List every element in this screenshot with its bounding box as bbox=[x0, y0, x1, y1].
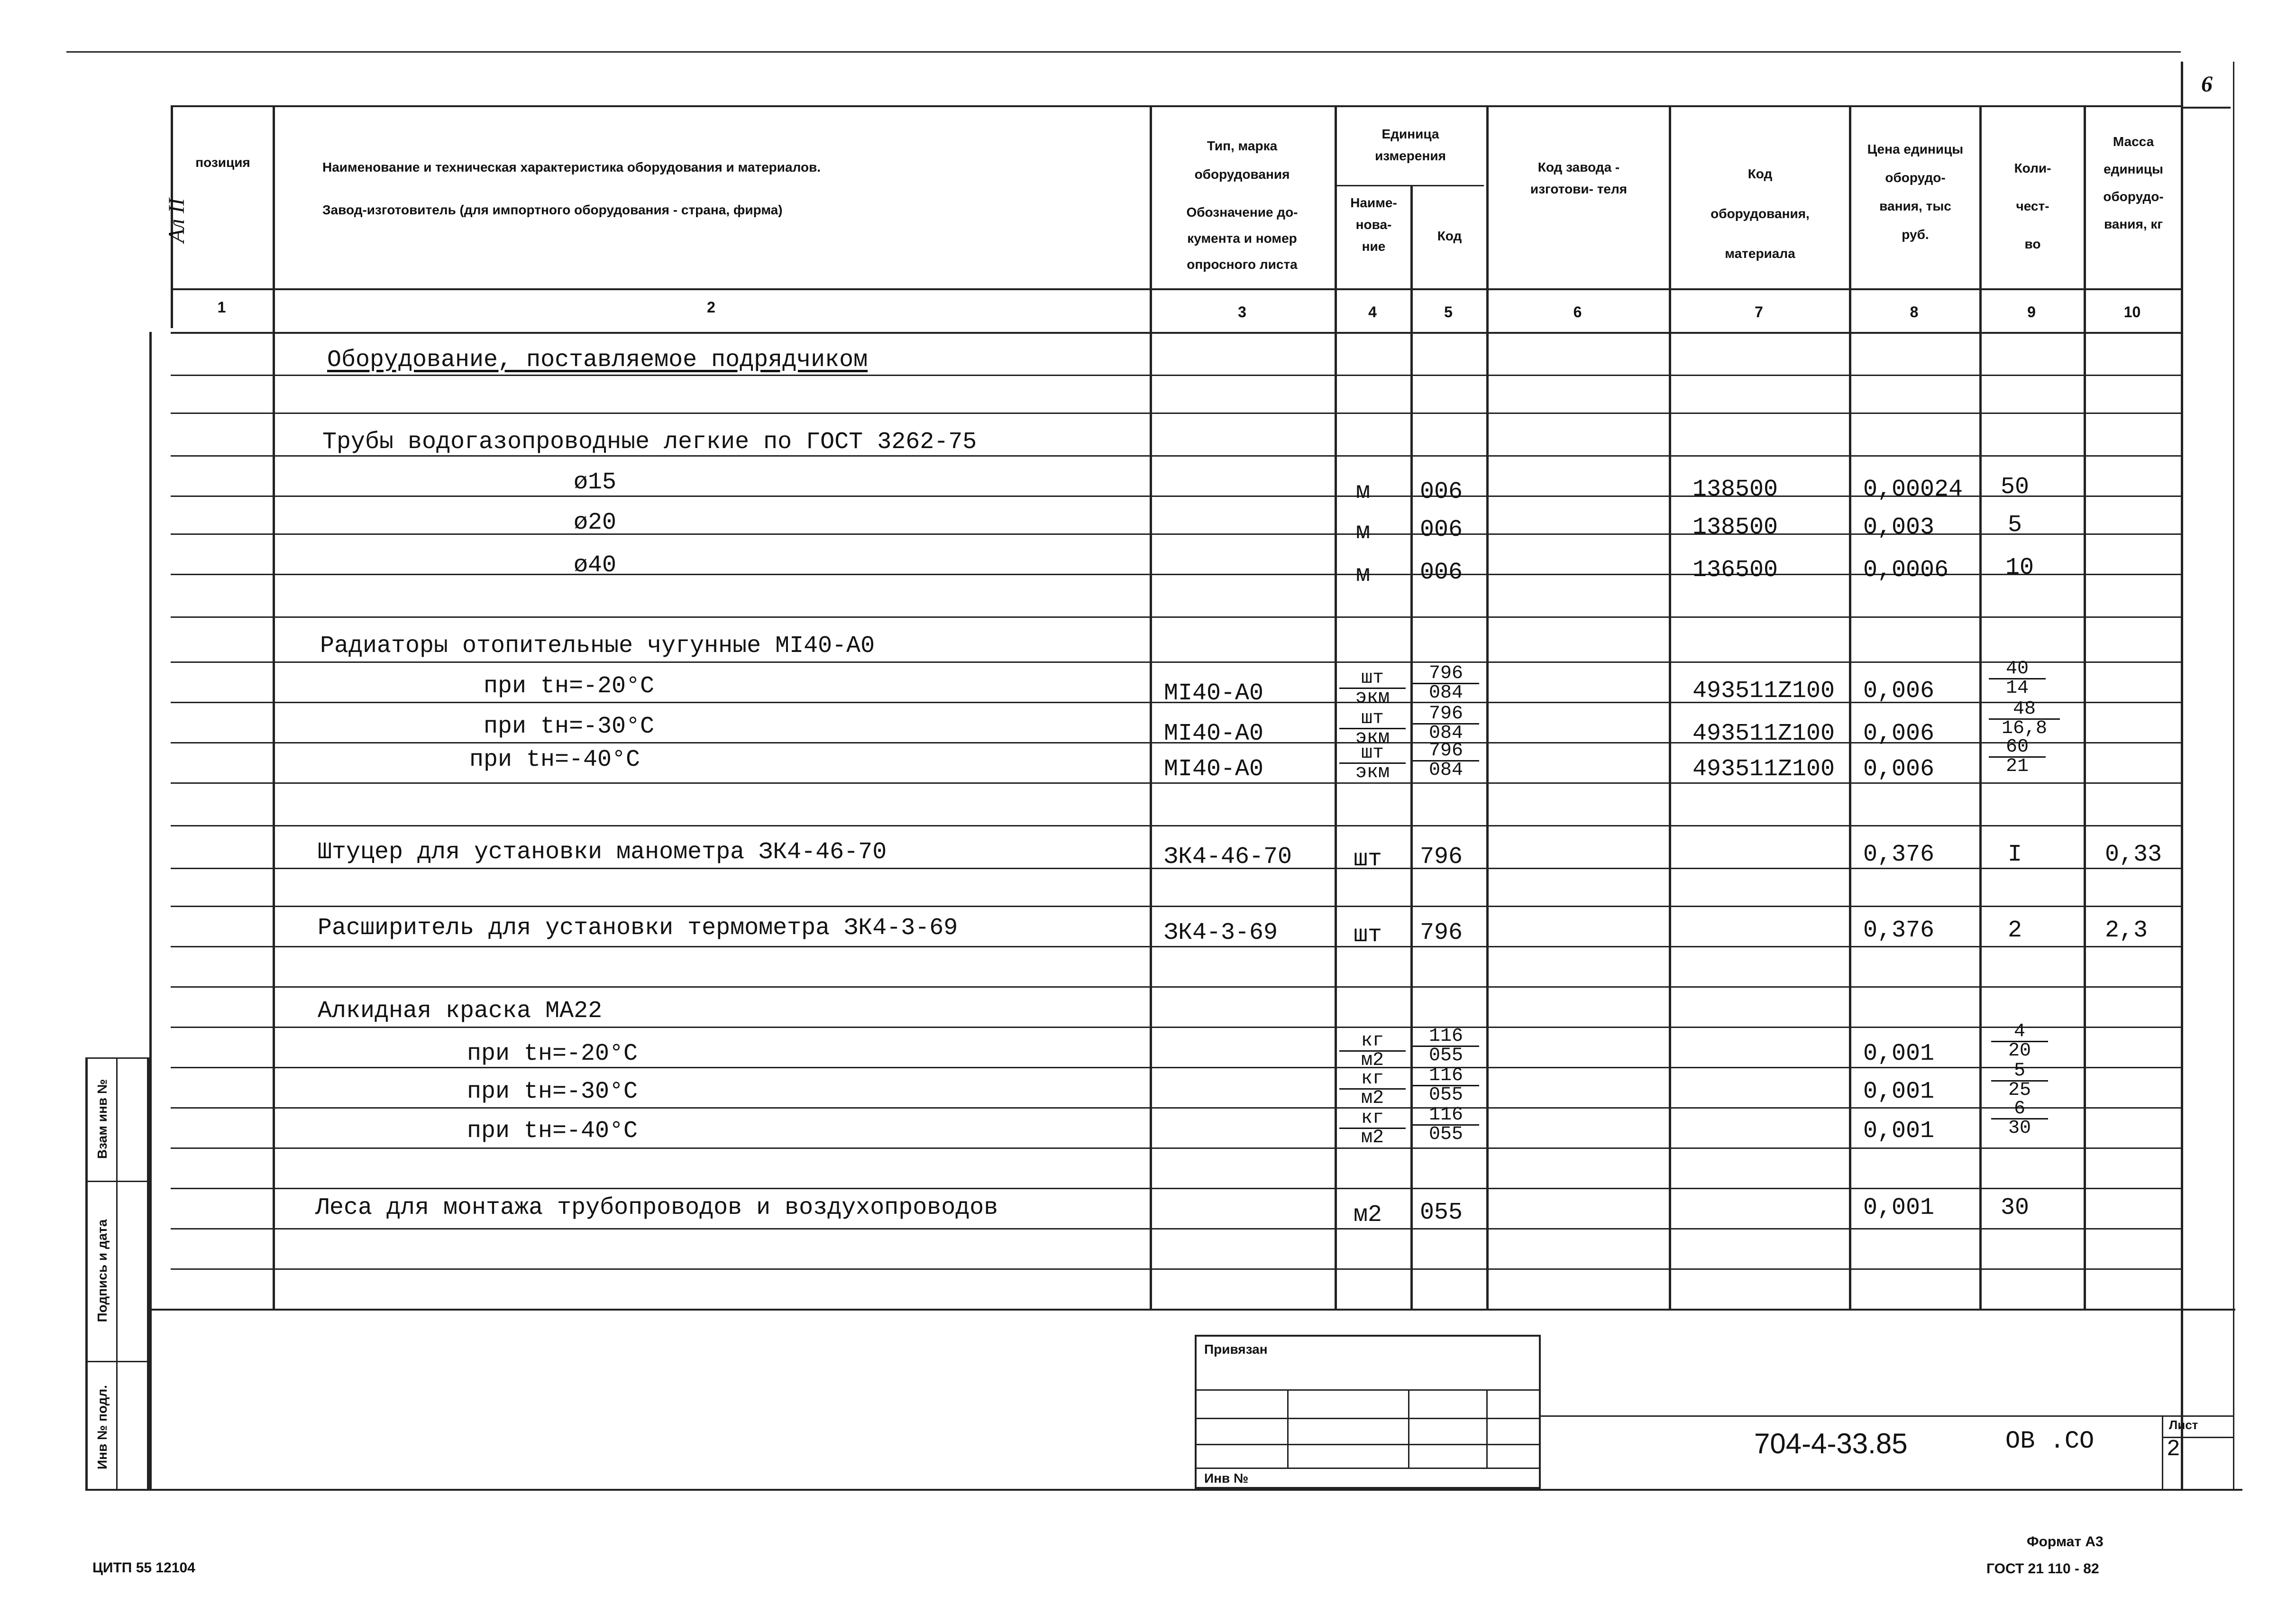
paint-2-unit-top: кг bbox=[1339, 1070, 1406, 1090]
pipe-2-name: ø20 bbox=[574, 509, 617, 536]
paint-3-unit-bot: м2 bbox=[1361, 1127, 1384, 1148]
rasshir-code: 796 bbox=[1420, 919, 1463, 946]
lesa-price: 0,001 bbox=[1863, 1194, 1935, 1221]
colnum-6: 6 bbox=[1573, 303, 1582, 321]
header-name-line1: Наименование и техническая характеристика оборудования и материалов. bbox=[322, 160, 821, 174]
inner-left-line bbox=[149, 332, 152, 1489]
sheet-corner-number: 6 bbox=[2183, 62, 2231, 109]
tb-line bbox=[1195, 1444, 1541, 1445]
section-title: Оборудование, поставляемое подрядчиком bbox=[327, 347, 868, 374]
paint-3-qty-top: 6 bbox=[1991, 1100, 2048, 1119]
paint-3-price: 0,001 bbox=[1863, 1118, 1935, 1145]
stamp-vzam: Взам инв № bbox=[95, 1079, 110, 1159]
pipe-2-mcode: 138500 bbox=[1692, 514, 1778, 541]
footer-gost: ГОСТ 21 110 - 82 bbox=[1986, 1561, 2099, 1577]
paint-1-qty-bot: 20 bbox=[2008, 1040, 2031, 1062]
rasshir-mass: 2,3 bbox=[2105, 917, 2148, 944]
paint-2-code-bot: 055 bbox=[1428, 1084, 1463, 1106]
tb-code-line bbox=[1541, 1415, 2233, 1417]
pipe-1-unit: м bbox=[1356, 478, 1371, 505]
shtucer-code: 796 bbox=[1420, 844, 1463, 871]
tb-vline bbox=[1486, 1389, 1488, 1468]
pipe-3-mcode: 136500 bbox=[1692, 557, 1778, 584]
paint-1-code bbox=[1413, 1028, 1479, 1065]
stamp-mid-line bbox=[116, 1057, 118, 1489]
shtucer-mass: 0,33 bbox=[2105, 841, 2162, 868]
pipe-1-qty: 50 bbox=[2001, 474, 2030, 501]
header-mass: Масса единицы оборудо- вания, кг bbox=[2103, 134, 2164, 231]
col2-left-line bbox=[273, 105, 275, 1310]
rad-2-unit-bot: экм bbox=[1355, 727, 1390, 749]
pipe-3-qty: 10 bbox=[2005, 554, 2034, 581]
rad-title: Радиаторы отопительные чугунные МI40-А0 bbox=[320, 633, 875, 660]
row-line bbox=[171, 661, 2181, 663]
pipe-2-code: 006 bbox=[1420, 516, 1463, 543]
col7-left-line bbox=[1669, 105, 1671, 1310]
header-type-1: Тип, марка bbox=[1207, 138, 1278, 153]
rasshir-qty: 2 bbox=[2008, 917, 2022, 944]
paint-1-code-bot: 055 bbox=[1428, 1045, 1463, 1066]
paint-title: Алкидная краска МА22 bbox=[318, 998, 603, 1025]
row-line bbox=[171, 906, 2181, 907]
rad-2-mcode: 493511Z100 bbox=[1692, 720, 1835, 747]
rad-1-code-top: 796 bbox=[1413, 665, 1479, 684]
tb-line bbox=[1195, 1418, 1541, 1419]
rasshir-type: ЗК4-3-69 bbox=[1164, 919, 1278, 946]
paint-2-unit bbox=[1339, 1070, 1406, 1108]
lesa-qty: 30 bbox=[2001, 1194, 2030, 1221]
colnum-3: 3 bbox=[1238, 303, 1246, 321]
paint-1-qty bbox=[1991, 1023, 2048, 1060]
paint-1-name: при tн=-20°С bbox=[467, 1040, 638, 1067]
paint-2-qty-bot: 25 bbox=[2008, 1080, 2031, 1101]
pipe-3-unit: м bbox=[1356, 561, 1371, 588]
stamp-right-line bbox=[147, 1057, 149, 1489]
col3-left-line bbox=[1150, 105, 1152, 1310]
pipe-2-price: 0,003 bbox=[1863, 514, 1935, 541]
header-unit-code: Код bbox=[1437, 229, 1462, 243]
rasshir-price: 0,376 bbox=[1863, 917, 1935, 944]
table-top-line bbox=[171, 105, 2181, 107]
rad-1-qty-bot: 14 bbox=[2005, 678, 2029, 699]
paint-3-unit bbox=[1339, 1110, 1406, 1147]
colnum-2: 2 bbox=[707, 299, 715, 316]
rad-2-unit bbox=[1339, 710, 1406, 747]
pipe-1-price: 0,00024 bbox=[1863, 476, 1963, 503]
paint-3-code-top: 116 bbox=[1413, 1106, 1479, 1126]
header-qty: Коли- чест- во bbox=[2014, 161, 2051, 251]
col6-left-line bbox=[1486, 105, 1489, 1310]
rad-3-type: МI40-А0 bbox=[1164, 756, 1264, 783]
rad-3-unit-top: шт bbox=[1339, 744, 1406, 764]
table-bottom-line bbox=[149, 1309, 2235, 1311]
footer-format: Формат А3 bbox=[2027, 1534, 2104, 1550]
rad-1-mcode: 493511Z100 bbox=[1692, 678, 1835, 705]
rad-2-code bbox=[1413, 705, 1479, 743]
top-border-line bbox=[66, 51, 2181, 53]
rad-1-type: МI40-А0 bbox=[1164, 680, 1264, 707]
pipe-1-name: ø15 bbox=[574, 469, 617, 496]
colnum-bottom-line bbox=[171, 332, 2181, 334]
rad-3-code-top: 796 bbox=[1413, 742, 1479, 762]
rad-1-qty-top: 40 bbox=[1989, 660, 2046, 679]
paint-2-price: 0,001 bbox=[1863, 1078, 1935, 1105]
shtucer-qty: I bbox=[2008, 841, 2022, 868]
header-type-4: кумента и номер bbox=[1187, 231, 1297, 246]
paint-3-qty bbox=[1991, 1100, 2048, 1138]
stamp-podpis: Подпись и дата bbox=[95, 1219, 110, 1322]
row-line bbox=[171, 1027, 2181, 1028]
pipe-3-name: ø40 bbox=[574, 552, 617, 579]
row-line bbox=[171, 1107, 2181, 1109]
rad-2-qty-top: 48 bbox=[1989, 700, 2060, 720]
colnum-10: 10 bbox=[2123, 303, 2141, 321]
paint-2-code-top: 116 bbox=[1413, 1067, 1479, 1086]
header-pos: позиция bbox=[195, 155, 250, 170]
row-line bbox=[171, 986, 2181, 988]
paint-1-price: 0,001 bbox=[1863, 1040, 1935, 1067]
col10-left-line bbox=[2084, 105, 2086, 1310]
frame-bottom-line bbox=[85, 1489, 2242, 1491]
paint-3-code bbox=[1413, 1106, 1479, 1144]
header-type-2: оборудования bbox=[1194, 167, 1290, 182]
frame-right-line bbox=[2181, 62, 2183, 1489]
rasshir-unit: шт bbox=[1354, 922, 1382, 949]
colnum-8: 8 bbox=[1910, 303, 1919, 321]
lesa-name: Леса для монтажа трубопроводов и воздухопроводов bbox=[315, 1194, 998, 1221]
rad-3-unit-bot: экм bbox=[1355, 762, 1390, 783]
rad-2-qty bbox=[1989, 700, 2060, 738]
inv-no-label: Инв № bbox=[1204, 1471, 1249, 1486]
rad-1-unit bbox=[1339, 670, 1406, 707]
paint-1-unit-bot: м2 bbox=[1361, 1050, 1384, 1071]
header-bottom-line bbox=[171, 288, 2181, 290]
colnum-4: 4 bbox=[1368, 303, 1377, 321]
rad-1-code bbox=[1413, 665, 1479, 702]
col9-left-line bbox=[1979, 105, 1982, 1310]
outer-right-line bbox=[2233, 62, 2234, 1489]
header-material-code: Код оборудования, материала bbox=[1711, 166, 1810, 261]
col4-left-line bbox=[1335, 105, 1337, 1310]
footer-left: ЦИТП 55 12104 bbox=[92, 1560, 195, 1576]
rad-3-qty bbox=[1989, 738, 2046, 776]
rad-1-code-bot: 084 bbox=[1428, 682, 1463, 704]
header-unit-name: Наиме-нова-ние bbox=[1350, 195, 1397, 254]
paint-2-unit-bot: м2 bbox=[1361, 1088, 1384, 1109]
tb-line bbox=[1195, 1468, 1541, 1469]
rad-1-price: 0,006 bbox=[1863, 678, 1935, 705]
paint-1-unit bbox=[1339, 1032, 1406, 1070]
colnum-9: 9 bbox=[2027, 303, 2036, 321]
row-line bbox=[171, 413, 2181, 414]
pipe-2-unit: м bbox=[1356, 519, 1371, 546]
row-line bbox=[171, 825, 2181, 826]
rad-2-code-bot: 084 bbox=[1428, 723, 1463, 744]
rad-3-mcode: 493511Z100 bbox=[1692, 756, 1835, 783]
paint-3-qty-bot: 30 bbox=[2008, 1118, 2031, 1139]
header-price: Цена единицы оборудо- вания, тыс руб. bbox=[1867, 142, 1964, 242]
paint-3-code-bot: 055 bbox=[1428, 1124, 1463, 1145]
rad-3-code bbox=[1413, 742, 1479, 780]
paint-1-qty-top: 4 bbox=[1991, 1023, 2048, 1042]
rasshir-name: Расширитель для установки термометра ЗК4-3-69 bbox=[318, 915, 958, 942]
album-label: Ал II bbox=[164, 198, 189, 243]
paint-1-unit-top: кг bbox=[1339, 1032, 1406, 1052]
lesa-code: 055 bbox=[1420, 1199, 1463, 1226]
doc-code: 704-4-33.85 bbox=[1754, 1428, 1908, 1459]
tb-list-line bbox=[2162, 1415, 2163, 1489]
col8-left-line bbox=[1849, 105, 1851, 1310]
rad-3-qty-top: 60 bbox=[1989, 738, 2046, 758]
rad-3-unit bbox=[1339, 744, 1406, 782]
list-number: 2 bbox=[2167, 1437, 2180, 1462]
row-line bbox=[171, 1268, 2181, 1270]
row-line bbox=[171, 1228, 2181, 1229]
paint-2-qty bbox=[1991, 1062, 2048, 1100]
rad-3-code-bot: 084 bbox=[1428, 760, 1463, 781]
rad-2-qty-bot: 16,8 bbox=[2001, 718, 2047, 739]
stamp-left-line bbox=[85, 1057, 88, 1489]
paint-2-name: при tн=-30°С bbox=[467, 1078, 638, 1105]
rad-1-name: при tн=-20°С bbox=[484, 673, 655, 700]
rad-1-unit-bot: экм bbox=[1355, 687, 1390, 708]
paint-2-qty-top: 5 bbox=[1991, 1062, 2048, 1082]
tb-vline bbox=[1408, 1389, 1409, 1468]
colnum-1: 1 bbox=[217, 299, 226, 316]
colnum-7: 7 bbox=[1755, 303, 1763, 321]
privyazan-label: Привязан bbox=[1204, 1342, 1268, 1357]
tb-line bbox=[1195, 1389, 1541, 1391]
rad-2-price: 0,006 bbox=[1863, 720, 1935, 747]
row-line bbox=[171, 1188, 2181, 1189]
list-label: Лист bbox=[2169, 1418, 2198, 1432]
rad-1-unit-top: шт bbox=[1339, 670, 1406, 689]
tb-vline bbox=[1287, 1389, 1289, 1468]
rad-3-name: при tн=-40°С bbox=[469, 746, 640, 773]
shtucer-name: Штуцер для установки манометра ЗК4-46-70 bbox=[318, 839, 887, 866]
colnum-5: 5 bbox=[1444, 303, 1453, 321]
rad-3-price: 0,006 bbox=[1863, 756, 1935, 783]
header-factory-code: Код завода - изготови- теля bbox=[1530, 160, 1628, 196]
shtucer-price: 0,376 bbox=[1863, 841, 1935, 868]
shtucer-unit: шт bbox=[1354, 846, 1382, 873]
header-name-line2: Завод-изготовитель (для импортного оборудования - страна, фирма) bbox=[322, 202, 783, 217]
pipe-1-mcode: 138500 bbox=[1692, 476, 1778, 503]
paint-2-code bbox=[1413, 1067, 1479, 1104]
doc-suffix: ОВ .СО bbox=[2005, 1427, 2095, 1455]
stamp-inv: Инв № подл. bbox=[95, 1385, 110, 1470]
rad-2-name: при tн=-30°С bbox=[484, 713, 655, 740]
corner-box-left bbox=[2181, 62, 2182, 107]
row-line bbox=[171, 616, 2181, 618]
rad-2-type: МI40-А0 bbox=[1164, 720, 1264, 747]
paint-1-code-top: 116 bbox=[1413, 1028, 1479, 1047]
pipe-3-code: 006 bbox=[1420, 559, 1463, 586]
privyazan-block bbox=[1195, 1335, 1541, 1489]
header-type-3: Обозначение до- bbox=[1186, 205, 1298, 220]
rad-1-qty bbox=[1989, 660, 2046, 697]
rad-2-unit-top: шт bbox=[1339, 710, 1406, 729]
header-type-5: опросного листа bbox=[1187, 257, 1298, 272]
lesa-unit: м2 bbox=[1354, 1202, 1382, 1229]
paint-3-unit-top: кг bbox=[1339, 1110, 1406, 1129]
rad-2-code-top: 796 bbox=[1413, 705, 1479, 725]
paint-3-name: при tн=-40°С bbox=[467, 1118, 638, 1145]
row-line bbox=[171, 375, 2181, 376]
shtucer-type: ЗК4-46-70 bbox=[1164, 844, 1292, 871]
row-line bbox=[171, 1147, 2181, 1149]
header-unit: Единица измерения bbox=[1375, 127, 1446, 163]
rad-3-qty-bot: 21 bbox=[2005, 756, 2029, 777]
pipe-3-price: 0,0006 bbox=[1863, 557, 1949, 584]
pipe-2-qty: 5 bbox=[2008, 512, 2022, 539]
pipes-title: Трубы водогазопроводные легкие по ГОСТ 3262-75 bbox=[322, 429, 977, 456]
pipe-1-code: 006 bbox=[1420, 478, 1463, 505]
